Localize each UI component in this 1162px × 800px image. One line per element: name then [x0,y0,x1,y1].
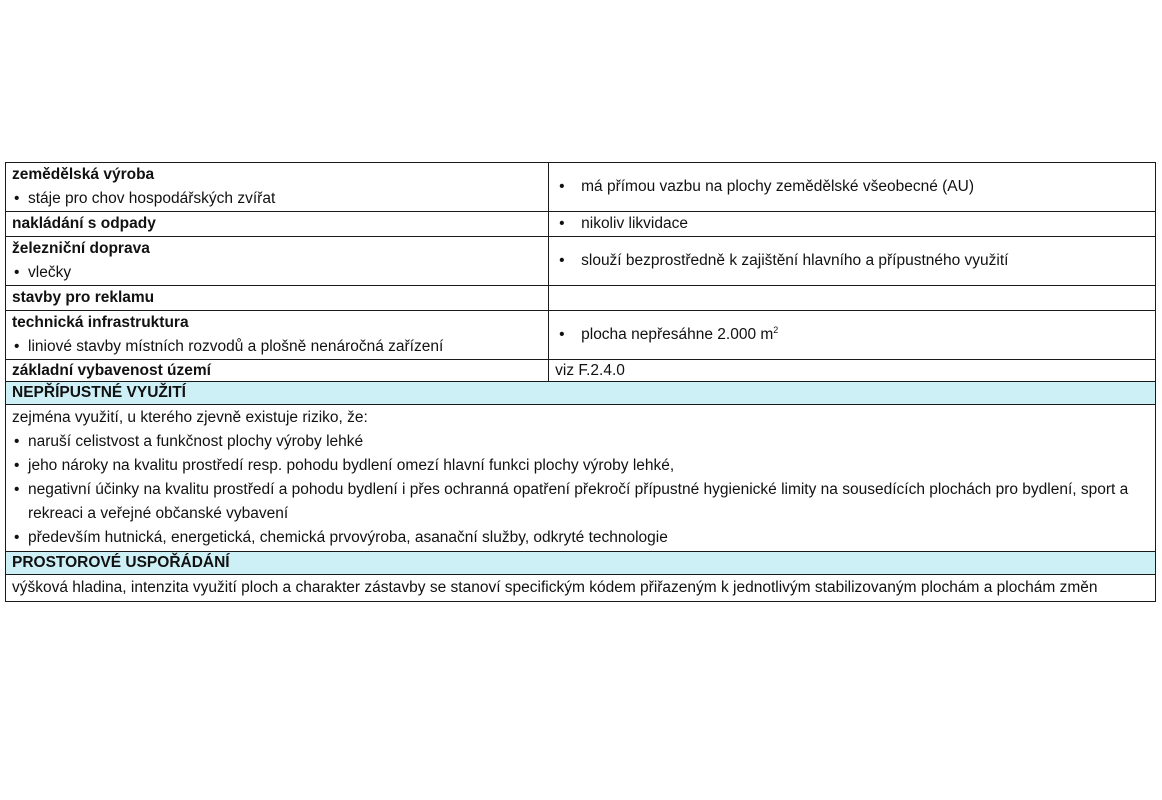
condition-value: plocha nepřesáhne 2.000 m [581,326,774,343]
category-cell [6,360,549,382]
section-header-row [6,552,1156,575]
condition-text: • nikoliv likvidace [555,215,688,232]
section-body-row [6,405,1156,552]
section-title: NEPŘÍPUSTNÉ VYUŽITÍ [6,382,1156,405]
section-body [6,405,1156,552]
superscript: 2 [773,324,779,335]
table-row [6,360,1156,382]
condition-text: • má přímou vazbu na plochy zemědělské všeobecné (AU) [555,178,974,195]
table-row [6,163,1156,212]
category-cell [6,311,549,360]
category-label: nakládání s odpady [12,215,156,232]
section-text: výšková hladina, intenzita využití ploch a charakter zástavby se stanoví specifickým kódem přiřazeným k jednotlivým stabilizovaným plochám a plochám změn [12,579,1098,596]
table-row [6,311,1156,360]
list-item: • naruší celistvost a funkčnost plochy výroby lehké [12,430,1149,454]
condition-text: • slouží bezprostředně k zajištění hlavního a přípustného využití [555,252,1008,269]
category-label: zemědělská výroba [12,166,155,183]
section-header-row [6,382,1156,405]
condition-cell [549,212,1156,237]
condition-cell [549,163,1156,212]
category-label: železniční doprava [12,240,150,257]
category-cell [6,163,549,212]
category-cell [6,286,549,311]
condition-cell [549,286,1156,311]
subcategory-label: • stáje pro chov hospodářských zvířat [12,187,542,211]
table-row [6,286,1156,311]
condition-text [555,326,778,343]
table-row [6,237,1156,286]
category-label: základní vybavenost území [12,362,211,379]
condition-cell [549,237,1156,286]
condition-cell [549,360,1156,382]
subcategory-label: • vlečky [12,261,542,285]
category-label: technická infrastruktura [12,314,189,331]
list-item: • jeho nároky na kvalitu prostředí resp. pohodu bydlení omezí hlavní funkci plochy výroby lehké, [12,454,1149,478]
regulation-table [5,162,1156,602]
list-item: • především hutnická, energetická, chemická prvovýroba, asanační služby, odkryté technologie [12,526,1149,550]
section-intro: zejména využití, u kterého zjevně existuje riziko, že: [12,409,368,426]
category-label: stavby pro reklamu [12,289,155,306]
list-item: • negativní účinky na kvalitu prostředí a pohodu bydlení i přes ochranná opatření překročí přípustné hygienické limity na sousedících plochách pro bydlení, sport a rekreaci a veřejné občanské vybavení [12,478,1149,526]
category-cell [6,237,549,286]
section-title: PROSTOROVÉ USPOŘÁDÁNÍ [6,552,1156,575]
condition-cell [549,311,1156,360]
section-body [6,575,1156,602]
category-cell [6,212,549,237]
subcategory-label: • liniové stavby místních rozvodů a plošně nenáročná zařízení [12,335,542,359]
condition-text: viz F.2.4.0 [555,362,625,379]
table-row [6,212,1156,237]
section-body-row [6,575,1156,602]
